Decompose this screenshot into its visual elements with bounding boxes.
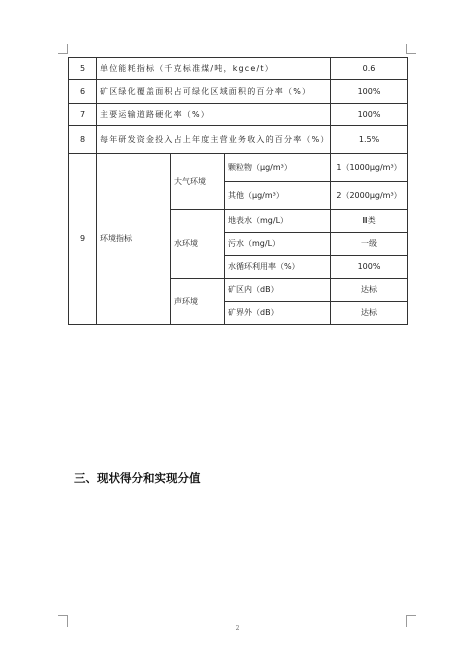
env-item-value: 一级 [331, 233, 408, 256]
env-item-label: 地表水（mg/L） [225, 210, 331, 233]
env-group-noise: 声环境 [171, 279, 225, 325]
env-item-label: 其他（μg/m³） [225, 182, 331, 210]
env-item-value: Ⅲ类 [331, 210, 408, 233]
indicator-name: 矿区绿化覆盖面积占可绿化区域面积的百分率（%） [97, 80, 331, 104]
row-number: 5 [69, 58, 97, 80]
crop-mark-top-left [58, 44, 68, 54]
env-item-label: 水循环利用率（%） [225, 256, 331, 279]
env-item-label: 颗粒物（μg/m³） [225, 154, 331, 182]
indicator-name: 主要运输道路硬化率（%） [97, 104, 331, 126]
row-number: 9 [69, 154, 97, 325]
indicator-value: 100% [331, 104, 408, 126]
table-row [69, 80, 408, 104]
row-number: 6 [69, 80, 97, 104]
table-row [69, 104, 408, 126]
indicator-name: 每年研发资金投入占上年度主营业务收入的百分率（%） [97, 126, 331, 154]
page-number: 2 [235, 625, 240, 632]
table-row [69, 154, 408, 182]
env-group-air: 大气环境 [171, 154, 225, 210]
env-group-water: 水环境 [171, 210, 225, 279]
env-item-label: 矿界外（dB） [225, 302, 331, 325]
row-number: 7 [69, 104, 97, 126]
crop-mark-top-right [406, 44, 416, 54]
env-item-value: 达标 [331, 279, 408, 302]
row-number: 8 [69, 126, 97, 154]
indicator-value: 100% [331, 80, 408, 104]
env-indicator-label: 环境指标 [97, 154, 171, 325]
section-heading: 三、现状得分和实现分值 [74, 471, 201, 485]
indicator-name: 单位能耗指标（千克标准煤/吨，kgce/t） [97, 58, 331, 80]
table-row [69, 126, 408, 154]
env-item-label: 矿区内（dB） [225, 279, 331, 302]
table-row [69, 58, 408, 80]
indicator-value: 1.5% [331, 126, 408, 154]
env-item-value: 达标 [331, 302, 408, 325]
indicator-value: 0.6 [331, 58, 408, 80]
indicator-table [68, 57, 408, 325]
env-item-value: 1（1000μg/m³） [331, 154, 408, 182]
env-item-value: 2（2000μg/m³） [331, 182, 408, 210]
env-item-label: 污水（mg/L） [225, 233, 331, 256]
env-item-value: 100% [331, 256, 408, 279]
